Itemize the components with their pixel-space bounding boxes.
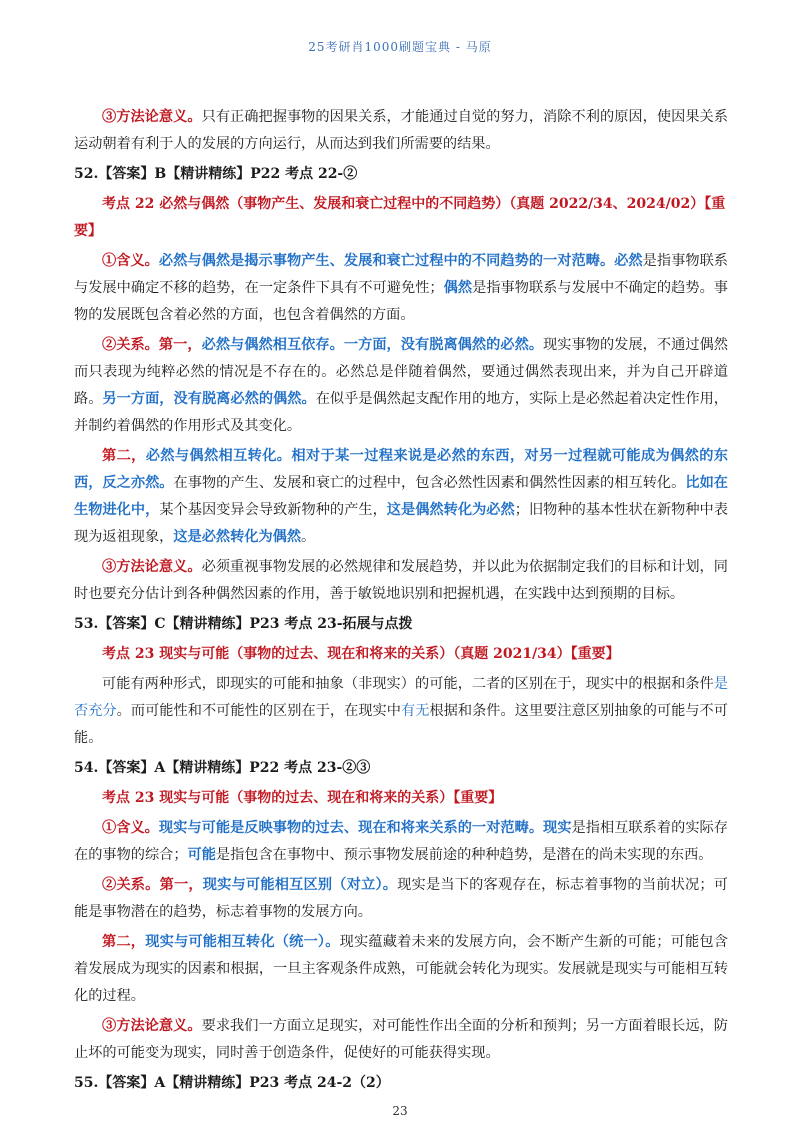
text-segment: 只有正确把握事物的因果关系，才能通过自觉的努力，消除不利的原因，使因果关系运动朝着有利于人的发展的方向运行，从而达到我们所需要的结果。 xyxy=(74,109,728,152)
text-segment: 现实蕴藏着未来的发展方向，会不断产生新的可能；可能包含着发展成为现实的因素和根据，一旦主客观条件成熟，可能就会转化为现实。发展就是现实与可能相互转化的过程。 xyxy=(74,934,728,1004)
text-segment: 53.【答案】C【精讲精练】P23 考点 23-拓展与点拨 xyxy=(74,616,413,632)
text-segment: 某个基因变异会导致新物种的产生， xyxy=(159,502,387,518)
answer-line xyxy=(74,611,728,638)
text-segment: 必须重视事物发展的必然规律和发展趋势，并以此为依据制定我们的目标和计划，同时也要充分估计到各种偶然因素的作用，善于敏锐地识别和把握机遇，在实践中达到预期的目标。 xyxy=(74,559,728,602)
text-segment: 是指事物联系与发展中不确定的趋势。事物的发展既包含着必然的方面，也包含着偶然的方面。 xyxy=(74,280,728,323)
text-segment: 第二， xyxy=(102,448,146,464)
text-segment: 考点 22 必然与偶然（事物产生、发展和衰亡过程中的不同趋势）（真题 2022/34、2024/02）【重要】 xyxy=(74,196,726,239)
text-segment: 必然与偶然是揭示事物产生、发展和衰亡过程中的不同趋势的一对范畴。 xyxy=(158,253,615,269)
text-segment: 54.【答案】A【精讲精练】P22 考点 23-②③ xyxy=(74,760,371,776)
paragraph xyxy=(74,1013,728,1067)
paragraph xyxy=(74,929,728,1010)
text-segment: 可能有两种形式，即现实的可能和抽象（非现实）的可能，二者的区别在于，现实中的根据和条件 xyxy=(102,676,714,692)
text-segment: 。而可能性和不可能性的区别在于，在现实中 xyxy=(116,703,401,719)
text-segment: 这是偶然转化为必然 xyxy=(386,502,515,518)
text-segment: 现实与可能是反映事物的过去、现在和将来关系的一对范畴。现实 xyxy=(158,820,572,836)
text-segment: 第二， xyxy=(102,934,146,950)
text-segment: ①含义。 xyxy=(102,253,159,269)
text-segment: ③方法论意义。 xyxy=(102,109,202,125)
paragraph xyxy=(74,554,728,608)
text-segment: 必然与偶然相互转化。相对于某一过程来说是必然的东西，对另一过程就可能成为偶然的东西，反之亦然。 xyxy=(74,448,728,491)
text-segment: 考点 23 现实与可能（事物的过去、现在和将来的关系）（真题 2021/34）【重要】 xyxy=(102,646,620,662)
paragraph xyxy=(74,815,728,869)
text-segment: 要求我们一方面立足现实，对可能性作出全面的分析和预判；另一方面着眼长远，防止坏的可能变为现实，同时善于创造条件，促使好的可能获得实现。 xyxy=(74,1018,728,1061)
answer-line xyxy=(74,755,728,782)
text-segment: 有无 xyxy=(401,703,430,719)
answer-line xyxy=(74,161,728,188)
text-segment: ②关系。第一， xyxy=(102,337,202,353)
text-segment: 。 xyxy=(301,529,316,545)
topic-heading xyxy=(74,641,728,668)
text-segment: 是指事物联系与发展中确定不移的趋势，在一定条件下具有不可避免性； xyxy=(74,253,728,296)
text-segment: 55.【答案】A【精讲精练】P23 考点 24-2（2） xyxy=(74,1075,390,1091)
text-segment: ②关系。第一， xyxy=(102,877,203,893)
text-segment: 52.【答案】B【精讲精练】P22 考点 22-② xyxy=(74,166,358,182)
paragraph xyxy=(74,671,728,752)
text-segment: 必然 xyxy=(614,253,643,269)
text-segment: ③方法论意义。 xyxy=(102,559,202,575)
text-segment: 现实事物的发展，不通过偶然而只表现为纯粹必然的情况是不存在的。必然总是伴随着偶然，要通过偶然表现出来，并为自己开辟道路。 xyxy=(74,337,728,407)
text-segment: ；旧物种的基本性状在新物种中表现为返祖现象， xyxy=(74,502,728,545)
text-segment: 是指相互联系着的实际存在的事物的综合； xyxy=(74,820,728,863)
text-segment: 现实与可能相互转化（统一）。 xyxy=(145,934,340,950)
document-body xyxy=(74,104,728,1100)
text-segment: 在似乎是偶然起支配作用的地方，实际上是必然起着决定性作用，并制约着偶然的作用形式及其变化。 xyxy=(74,391,728,434)
text-segment: 现实与可能相互区别（对立）。 xyxy=(202,877,398,893)
text-segment: 是指包含在事物中、预示事物发展前途的种种趋势，是潜在的尚未实现的东西。 xyxy=(215,847,713,863)
text-segment: 是否充分 xyxy=(74,676,728,719)
text-segment: 偶然 xyxy=(443,280,473,296)
paragraph xyxy=(74,104,728,158)
paragraph xyxy=(74,248,728,329)
text-segment: ①含义。 xyxy=(102,820,159,836)
running-header: 25考研肖1000刷题宝典 - 马原 xyxy=(308,40,492,54)
paragraph xyxy=(74,443,728,551)
topic-heading xyxy=(74,785,728,812)
text-segment: 可能 xyxy=(187,847,216,863)
answer-line xyxy=(74,1070,728,1097)
text-segment: 比如在生物进化中， xyxy=(74,475,728,518)
text-segment: 在事物的产生、发展和衰亡的过程中，包含必然性因素和偶然性因素的相互转化。 xyxy=(173,475,686,491)
text-segment: 这是必然转化为偶然 xyxy=(173,529,302,545)
topic-heading xyxy=(74,191,728,245)
text-segment: 根据和条件。这里要注意区别抽象的可能与不可能。 xyxy=(74,703,728,746)
text-segment: 另一方面，没有脱离必然的偶然。 xyxy=(102,391,316,407)
page-number: 23 xyxy=(392,1104,408,1118)
paragraph xyxy=(74,872,728,926)
text-segment: ③方法论意义。 xyxy=(102,1018,202,1034)
text-segment: 考点 23 现实与可能（事物的过去、现在和将来的关系）【重要】 xyxy=(102,790,503,806)
text-segment: 现实是当下的客观存在，标志着事物的当前状况；可能是事物潜在的趋势，标志着事物的发展方向。 xyxy=(74,877,728,920)
text-segment: 必然与偶然相互依存。一方面，没有脱离偶然的必然。 xyxy=(201,337,544,353)
paragraph xyxy=(74,332,728,440)
